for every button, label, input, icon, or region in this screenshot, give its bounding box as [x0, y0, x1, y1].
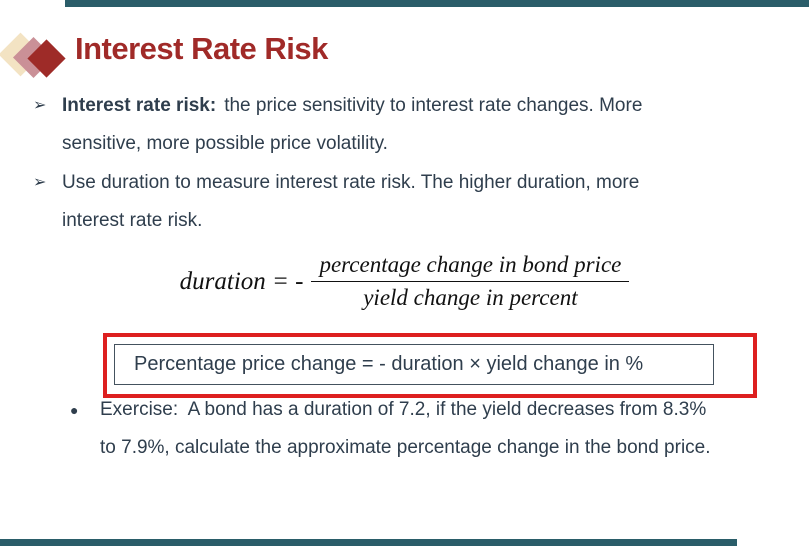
bullet-text	[62, 87, 642, 163]
bottom-accent-bar	[0, 539, 737, 546]
formula-lhs: duration = -	[179, 267, 304, 295]
bullet-text-line: Use duration to measure interest rate risk. The higher duration, more	[62, 172, 640, 193]
exercise-text	[100, 391, 711, 467]
arrow-bullet-icon: ➢	[33, 174, 47, 191]
bullet-exercise	[70, 391, 711, 467]
top-accent-bar	[65, 0, 809, 7]
bullet-text	[62, 164, 639, 240]
page-title: Interest Rate Risk	[75, 31, 328, 66]
boxed-rule: Percentage price change = - duration × yield change in %	[114, 344, 714, 385]
bullet-lead-bold: Interest rate risk:	[62, 95, 217, 116]
dot-bullet-icon: ●	[70, 402, 79, 418]
bullet-text-line	[62, 87, 642, 125]
exercise-text-line: to 7.9%, calculate the approximate percentage change in the bond price.	[100, 437, 711, 458]
bullet-text-line: interest rate risk.	[62, 210, 203, 231]
formula-fraction	[311, 252, 629, 311]
bullet-use-duration	[33, 164, 639, 240]
bullet-text-line: sensitive, more possible price volatility.	[62, 133, 388, 154]
formula-numerator: percentage change in bond price	[311, 252, 629, 282]
bullet-line-rest: the price sensitivity to interest rate changes. More	[224, 95, 643, 116]
arrow-bullet-icon: ➢	[33, 97, 47, 114]
exercise-text-line: Exercise: A bond has a duration of 7.2, if the yield decreases from 8.3%	[100, 399, 707, 420]
highlight-red-box	[103, 333, 757, 398]
duration-formula	[0, 252, 809, 311]
formula-denominator: yield change in percent	[363, 285, 578, 310]
bullet-interest-rate-risk	[33, 87, 642, 163]
